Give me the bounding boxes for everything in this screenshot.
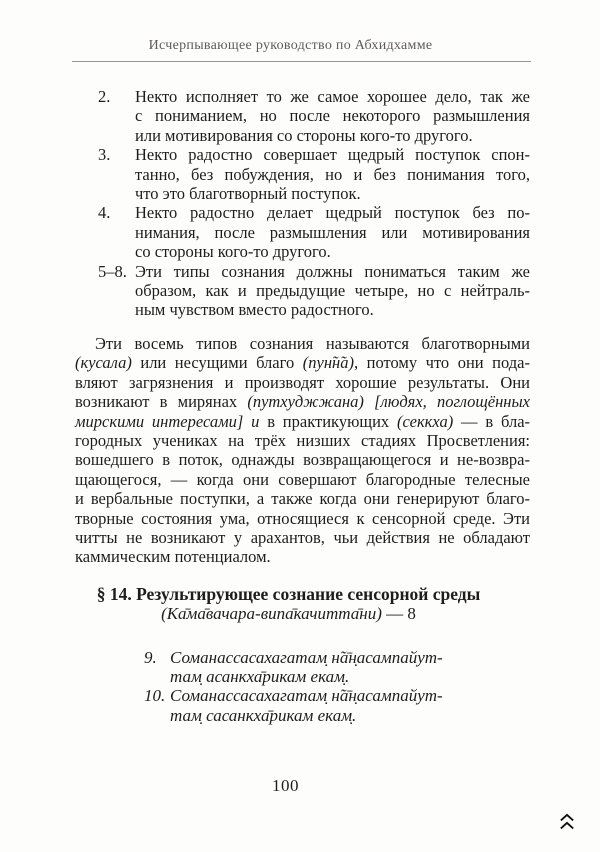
section-subtitle — [61, 604, 516, 624]
list-item-text: Некто радостно совершает щедрый поступок спон- танно, без побуждения, но и без понимания того, что это благотворный поступок. — [135, 145, 530, 204]
list-item — [75, 87, 530, 145]
running-head: Исчерпывающее руководство по Абхидхамме — [148, 38, 433, 53]
section-subtitle-count: — 8 — [381, 604, 416, 624]
double-chevron-up-icon — [559, 807, 575, 837]
body-paragraph: Эти восемь типов сознания называются благотворными (кусала) или несущими благо (пун̃н̃а), потому что они пода- вляют загрязнения и производят хорошие результаты. Они возникают в мирянах (путхуджжана) [людях, поглощённых мирскими интересами] и в практикующих (секкха) — в бла- городных учениках на трёх низших стадиях Просветления: вошедшего в поток, однажды возвращающегося и не-возвра- щающегося, — когда они совершают благородные телесные и вербальные поступки, а также когда они генерируют благо- творные состояния ума, относящиеся к сенсорной среде. Эти читты не возникают у арахантов, чьи действия не обладают каммическим потенциалом. — [75, 333, 531, 567]
pali-item-number: 9. — [144, 647, 157, 667]
scroll-to-top-button[interactable] — [553, 806, 581, 838]
list-item-number: 4. — [98, 203, 111, 223]
pali-item-text: Соманассасахагатам̣ н̃а̄н̣асампайут- там̣ сасанкха̄рикам екам̣. — [170, 686, 443, 725]
section-title: § 14. Результирующее сознание сенсорной среды — [96, 583, 481, 604]
pali-list — [75, 648, 530, 725]
list-item-number: 2. — [98, 87, 111, 106]
section-subtitle-pali: (Ка̄ма̄вачара-випа̄качитта̄ни) — [161, 604, 382, 624]
list-item-text: Некто исполняет то же самое хорошее дело, так же с пониманием, но после некоторого размышления или мотивирования со стороны кого-то другого. — [135, 87, 530, 145]
page-content — [75, 38, 530, 796]
pali-item-number: 10. — [144, 686, 166, 706]
pali-list-item — [75, 648, 530, 687]
page-number: 100 — [272, 775, 299, 795]
list-item — [75, 262, 530, 320]
list-item-text: Эти типы сознания должны пониматься таким же образом, как и предыдущие четыре, но с нейтраль- ным чувством вместо радостного. — [135, 261, 530, 320]
page-header — [75, 38, 530, 62]
list-item-number: 3. — [98, 145, 111, 165]
list-item — [75, 203, 530, 261]
list-item-number: 5–8. — [98, 261, 127, 281]
pali-list-item — [75, 686, 530, 725]
section-heading — [61, 585, 516, 624]
list-item-text: Некто радостно делает щедрый поступок без по- нимания, после размышления или мотивирования со стороны кого-то другого. — [135, 203, 530, 262]
pali-item-text: Соманассасахагатам̣ н̃а̄н̣асампайут- там̣ асанкха̄рикам екам̣. — [170, 647, 443, 687]
list-item — [75, 145, 530, 203]
numbered-list — [75, 87, 530, 320]
header-rule — [72, 61, 531, 62]
